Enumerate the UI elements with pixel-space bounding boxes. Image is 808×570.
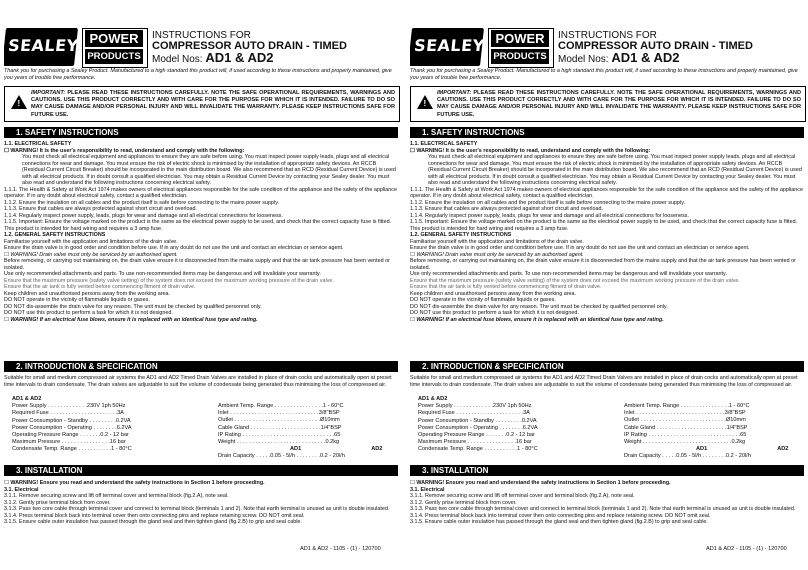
- section-2-intro: Suitable for small and medium compressed air systems the AD1 and AD2 Timed Drain Valves are installed in place of drain cocks and automatically open at preset time intervals to drain condensate. The drain valves are adjustable to suit the volume of condensate being generated thus minimising the loss of compressed air.: [4, 375, 392, 388]
- document-title: INSTRUCTIONS FOR COMPRESSOR AUTO DRAIN - TIMED Model Nos: AD1 & AD2: [152, 30, 347, 65]
- warning-triangle-icon: !: [417, 95, 433, 109]
- section-2-heading: 2. INTRODUCTION & SPECIFICATION: [410, 361, 804, 372]
- footer-code: AD1 & AD2 - 1105 - (1) - 120700: [706, 546, 787, 552]
- manual-page-right: [410, 0, 806, 570]
- specification-table: AD1 & AD2 Power Supply . . . . . . . . . . . . .230V 1ph 50Hz Required Fuse . . . . . . . . . . . . . . . . . . . . . .3A Power Consumption - Standby . . . . . . . . .0.2VA Power Consumption - Operating . . . . . . . .6.2VA Operating Pressure Range . . . . . . .0.2 - 12 bar Maximum Pressure . . . . . . . . . . . . . . . .16 bar Condensate Temp. Range . . . . . . . . . . .1 - 80°C Ambient Temp. Range . . . . . . . . . . . . . . . .1 - 60°C Inlet . . . . . . . . . . . . . . . . . . . . . . . . . . . . .3/8"BSP Outlet . . . . . . . . . . . . . . . . . . . . . . . . . . . .Ø10mm Cable Gland . . . . . . . . . . . . . . . . . . . . . . .1/4"BSP IP Rating . . . . . . . . . . . . . . . . . . . . . . . . . . . . . .65 Weight . . . . . . . . . . . . . . . . . . . . . . . . . . . . .0.2kg AD1 AD2 Drain Capacity . . . . .0.05 - 5l/h . . . . . . . .0.2 - 20l/h: [418, 396, 789, 460]
- specification-table: AD1 & AD2 Power Supply . . . . . . . . . . . . .230V 1ph 50Hz Required Fuse . . . . . . . . . . . . . . . . . . . . . .3A Power Consumption - Standby . . . . . . . . .0.2VA Power Consumption - Operating . . . . . . . .6.2VA Operating Pressure Range . . . . . . .0.2 - 12 bar Maximum Pressure . . . . . . . . . . . . . . . .16 bar Condensate Temp. Range . . . . . . . . . . .1 - 80°C Ambient Temp. Range . . . . . . . . . . . . . . . .1 - 60°C Inlet . . . . . . . . . . . . . . . . . . . . . . . . . . . . .3/8"BSP Outlet . . . . . . . . . . . . . . . . . . . . . . . . . . . .Ø10mm Cable Gland . . . . . . . . . . . . . . . . . . . . . . .1/4"BSP IP Rating . . . . . . . . . . . . . . . . . . . . . . . . . . . . . .65 Weight . . . . . . . . . . . . . . . . . . . . . . . . . . . . .0.2kg AD1 AD2 Drain Capacity . . . . .0.05 - 5l/h . . . . . . . .0.2 - 20l/h: [12, 396, 383, 460]
- header: [410, 28, 806, 70]
- section-3-body: ☐ WARNING! Ensure you read and understand the safety instructions in Section 1 before proceeding. 3.1. Electrical 3.1.1. Remove securing screw and lift off terminal cover and terminal block (fig.2.A), note seal. 3.1.2. Gently prise terminal block from cover. 3.1.3. Pass two core cable through terminal cover and connect to terminal block (terminals 1 and 2). Note that earth terminal is unused as unit is double insulated. 3.1.4. Press terminal block back into terminal cover then onto connecting pins and replace retaining screw. DO NOT omit seal. 3.1.5. Ensure cable outer insulation has passed through the gland seal and then tighten gland (fig.2.B) to grip and seal cable.: [4, 480, 390, 525]
- section-3-heading: 3. INSTALLATION: [410, 465, 804, 476]
- sealey-logo: SEALEY: [410, 28, 484, 66]
- section-3-body: ☐ WARNING! Ensure you read and understand the safety instructions in Section 1 before proceeding. 3.1. Electrical 3.1.1. Remove securing screw and lift off terminal cover and terminal block (fig.2.A), note seal. 3.1.2. Gently prise terminal block from cover. 3.1.3. Pass two core cable through terminal cover and connect to terminal block (terminals 1 and 2). Note that earth terminal is unused as unit is double insulated. 3.1.4. Press terminal block back into terminal cover then onto connecting pins and replace retaining screw. DO NOT omit seal. 3.1.5. Ensure cable outer insulation has passed through the gland seal and then tighten gland (fig.2.B) to grip and seal cable.: [410, 480, 796, 525]
- power-products-logo: POWER PRODUCTS: [488, 28, 554, 68]
- header: [4, 28, 400, 70]
- section-1-heading: 1. SAFETY INSTRUCTIONS: [4, 127, 398, 138]
- section-1-body: 1.1. ELECTRICAL SAFETY ☐ WARNING! It is the user's responsibility to read, understand and comply with the following: You must check all electrical equipment and appliances to ensure they are safe before using. You must inspect power supply leads, plugs and all electrical connections for wear and damage. You must ensure the risk of electric shock is minimised by the installation of appropriate safety devices. An RCCB (Residual Current Circuit Breaker) should be incorporated in the main distribution board. We also recommend that an RCD (Residual Current Device) is used with all electrical products. If in doubt consult a qualified electrician. You may obtain a Residual Current Device by contacting your Sealey dealer. You must also read and understand the following instructions concerning electrical safety. 1.1.1. The Health & Safety at Work Act 1974 makes owners of electrical appliances responsible for the safe condition of the appliance and the safety of the appliance operator. If in any doubt about electrical safety, contact a qualified electrician. 1.1.2. Ensure the insulation on all cables and the product itself is safe before connecting to the mains power supply. 1.1.3. Ensure that cables are always protected against short circuit and overload. 1.1.4. Regularly inspect power supply, leads, plugs for wear and damage and all electrical connections for looseness. 1.1.5. Important: Ensure the voltage marked on the product is the same as the electrical power supply to be used, and check that the correct capacity fuse is fitted. This product is intended for hard wiring and requires a 3 amp fuse. 1.2. GENERAL SAFETY INSTRUCTIONS Familiarise yourself with the application and limitations of the drain valve. Ensure the drain valve is in good order and condition before use. If in any doubt do not use the unit and contact an electrician or service agent. ☐ WARNING! Drain valve must only be serviced by an authorised agent. Before removing, or carrying out maintaining on, the drain valve ensure it is disconnected from the mains supply and that the air tank pressure has been vented or isolated. Use only recommended attachments and parts. To use non-recommended items may be dangerous and will invalidate your warranty. Ensure that the maximum pressure (safety valve setting) of the system does not exceed the maximum working pressure of the drain valve. Ensure that the air tank is fully vented before commencing fitment of drain valve. Keep children and unauthorised persons away from the working area. DO NOT operate in the vicinity of flammable liquids or gases. DO NOT dis-assemble the drain valve for any reason. The unit must be checked by qualified personnel only. DO NOT use this product to perform a task for which it is not designed. ☐ WARNING! If an electrical fuse blows, ensure it is replaced with an identical fuse type and rating.: [4, 141, 397, 323]
- section-2-heading: 2. INTRODUCTION & SPECIFICATION: [4, 361, 398, 372]
- important-box: ! IMPORTANT: PLEASE READ THESE INSTRUCTIONS CAREFULLY. NOTE THE SAFE OPERATIONAL REQUIREMENTS, WARNINGS AND CAUTIONS. USE THIS PRODUCT CORRECTLY AND WITH CARE FOR THE PURPOSE FOR WHICH IT IS INTENDED. FAILURE TO DO SO MAY CAUSE DAMAGE AND/OR PERSONAL INJURY AND WILL INVALIDATE THE WARRANTY. PLEASE KEEP INSTRUCTIONS SAFE FOR FUTURE USE.: [4, 86, 400, 122]
- thank-you-text: Thank you for purchasing a Sealey Product. Manufactured to a high standard this product will, if used according to these instructions and properly maintained, give you years of trouble free performance.: [410, 68, 798, 81]
- manual-page-left: [4, 0, 400, 570]
- sealey-logo: SEALEY: [4, 28, 78, 66]
- important-box: ! IMPORTANT: PLEASE READ THESE INSTRUCTIONS CAREFULLY. NOTE THE SAFE OPERATIONAL REQUIREMENTS, WARNINGS AND CAUTIONS. USE THIS PRODUCT CORRECTLY AND WITH CARE FOR THE PURPOSE FOR WHICH IT IS INTENDED. FAILURE TO DO SO MAY CAUSE DAMAGE AND/OR PERSONAL INJURY AND WILL INVALIDATE THE WARRANTY. PLEASE KEEP INSTRUCTIONS SAFE FOR FUTURE USE.: [410, 86, 806, 122]
- warning-triangle-icon: !: [11, 95, 27, 109]
- section-3-heading: 3. INSTALLATION: [4, 465, 398, 476]
- section-1-heading: 1. SAFETY INSTRUCTIONS: [410, 127, 804, 138]
- footer-code: AD1 & AD2 - 1105 - (1) - 120700: [300, 546, 381, 552]
- thank-you-text: Thank you for purchasing a Sealey Product. Manufactured to a high standard this product will, if used according to these instructions and properly maintained, give you years of trouble free performance.: [4, 68, 392, 81]
- power-products-logo: POWER PRODUCTS: [82, 28, 148, 68]
- document-title: INSTRUCTIONS FOR COMPRESSOR AUTO DRAIN - TIMED Model Nos: AD1 & AD2: [558, 30, 753, 65]
- section-1-body: 1.1. ELECTRICAL SAFETY ☐ WARNING! It is the user's responsibility to read, understand and comply with the following: You must check all electrical equipment and appliances to ensure they are safe before using. You must inspect power supply leads, plugs and all electrical connections for wear and damage. You must ensure the risk of electric shock is minimised by the installation of appropriate safety devices. An RCCB (Residual Current Circuit Breaker) should be incorporated in the main distribution board. We also recommend that an RCD (Residual Current Device) is used with all electrical products. If in doubt consult a qualified electrician. You may obtain a Residual Current Device by contacting your Sealey dealer. You must also read and understand the following instructions concerning electrical safety. 1.1.1. The Health & Safety at Work Act 1974 makes owners of electrical appliances responsible for the safe condition of the appliance and the safety of the appliance operator. If in any doubt about electrical safety, contact a qualified electrician. 1.1.2. Ensure the insulation on all cables and the product itself is safe before connecting to the mains power supply. 1.1.3. Ensure that cables are always protected against short circuit and overload. 1.1.4. Regularly inspect power supply, leads, plugs for wear and damage and all electrical connections for looseness. 1.1.5. Important: Ensure the voltage marked on the product is the same as the electrical power supply to be used, and check that the correct capacity fuse is fitted. This product is intended for hard wiring and requires a 3 amp fuse. 1.2. GENERAL SAFETY INSTRUCTIONS Familiarise yourself with the application and limitations of the drain valve. Ensure the drain valve is in good order and condition before use. If in any doubt do not use the unit and contact an electrician or service agent. ☐ WARNING! Drain valve must only be serviced by an authorised agent. Before removing, or carrying out maintaining on, the drain valve ensure it is disconnected from the mains supply and that the air tank pressure has been vented or isolated. Use only recommended attachments and parts. To use non-recommended items may be dangerous and will invalidate your warranty. Ensure that the maximum pressure (safety valve setting) of the system does not exceed the maximum working pressure of the drain valve. Ensure that the air tank is fully vented before commencing fitment of drain valve. Keep children and unauthorised persons away from the working area. DO NOT operate in the vicinity of flammable liquids or gases. DO NOT dis-assemble the drain valve for any reason. The unit must be checked by qualified personnel only. DO NOT use this product to perform a task for which it is not designed. ☐ WARNING! If an electrical fuse blows, ensure it is replaced with an identical fuse type and rating.: [410, 141, 803, 323]
- section-2-intro: Suitable for small and medium compressed air systems the AD1 and AD2 Timed Drain Valves are installed in place of drain cocks and automatically open at preset time intervals to drain condensate. The drain valves are adjustable to suit the volume of condensate being generated thus minimising the loss of compressed air.: [410, 375, 798, 388]
